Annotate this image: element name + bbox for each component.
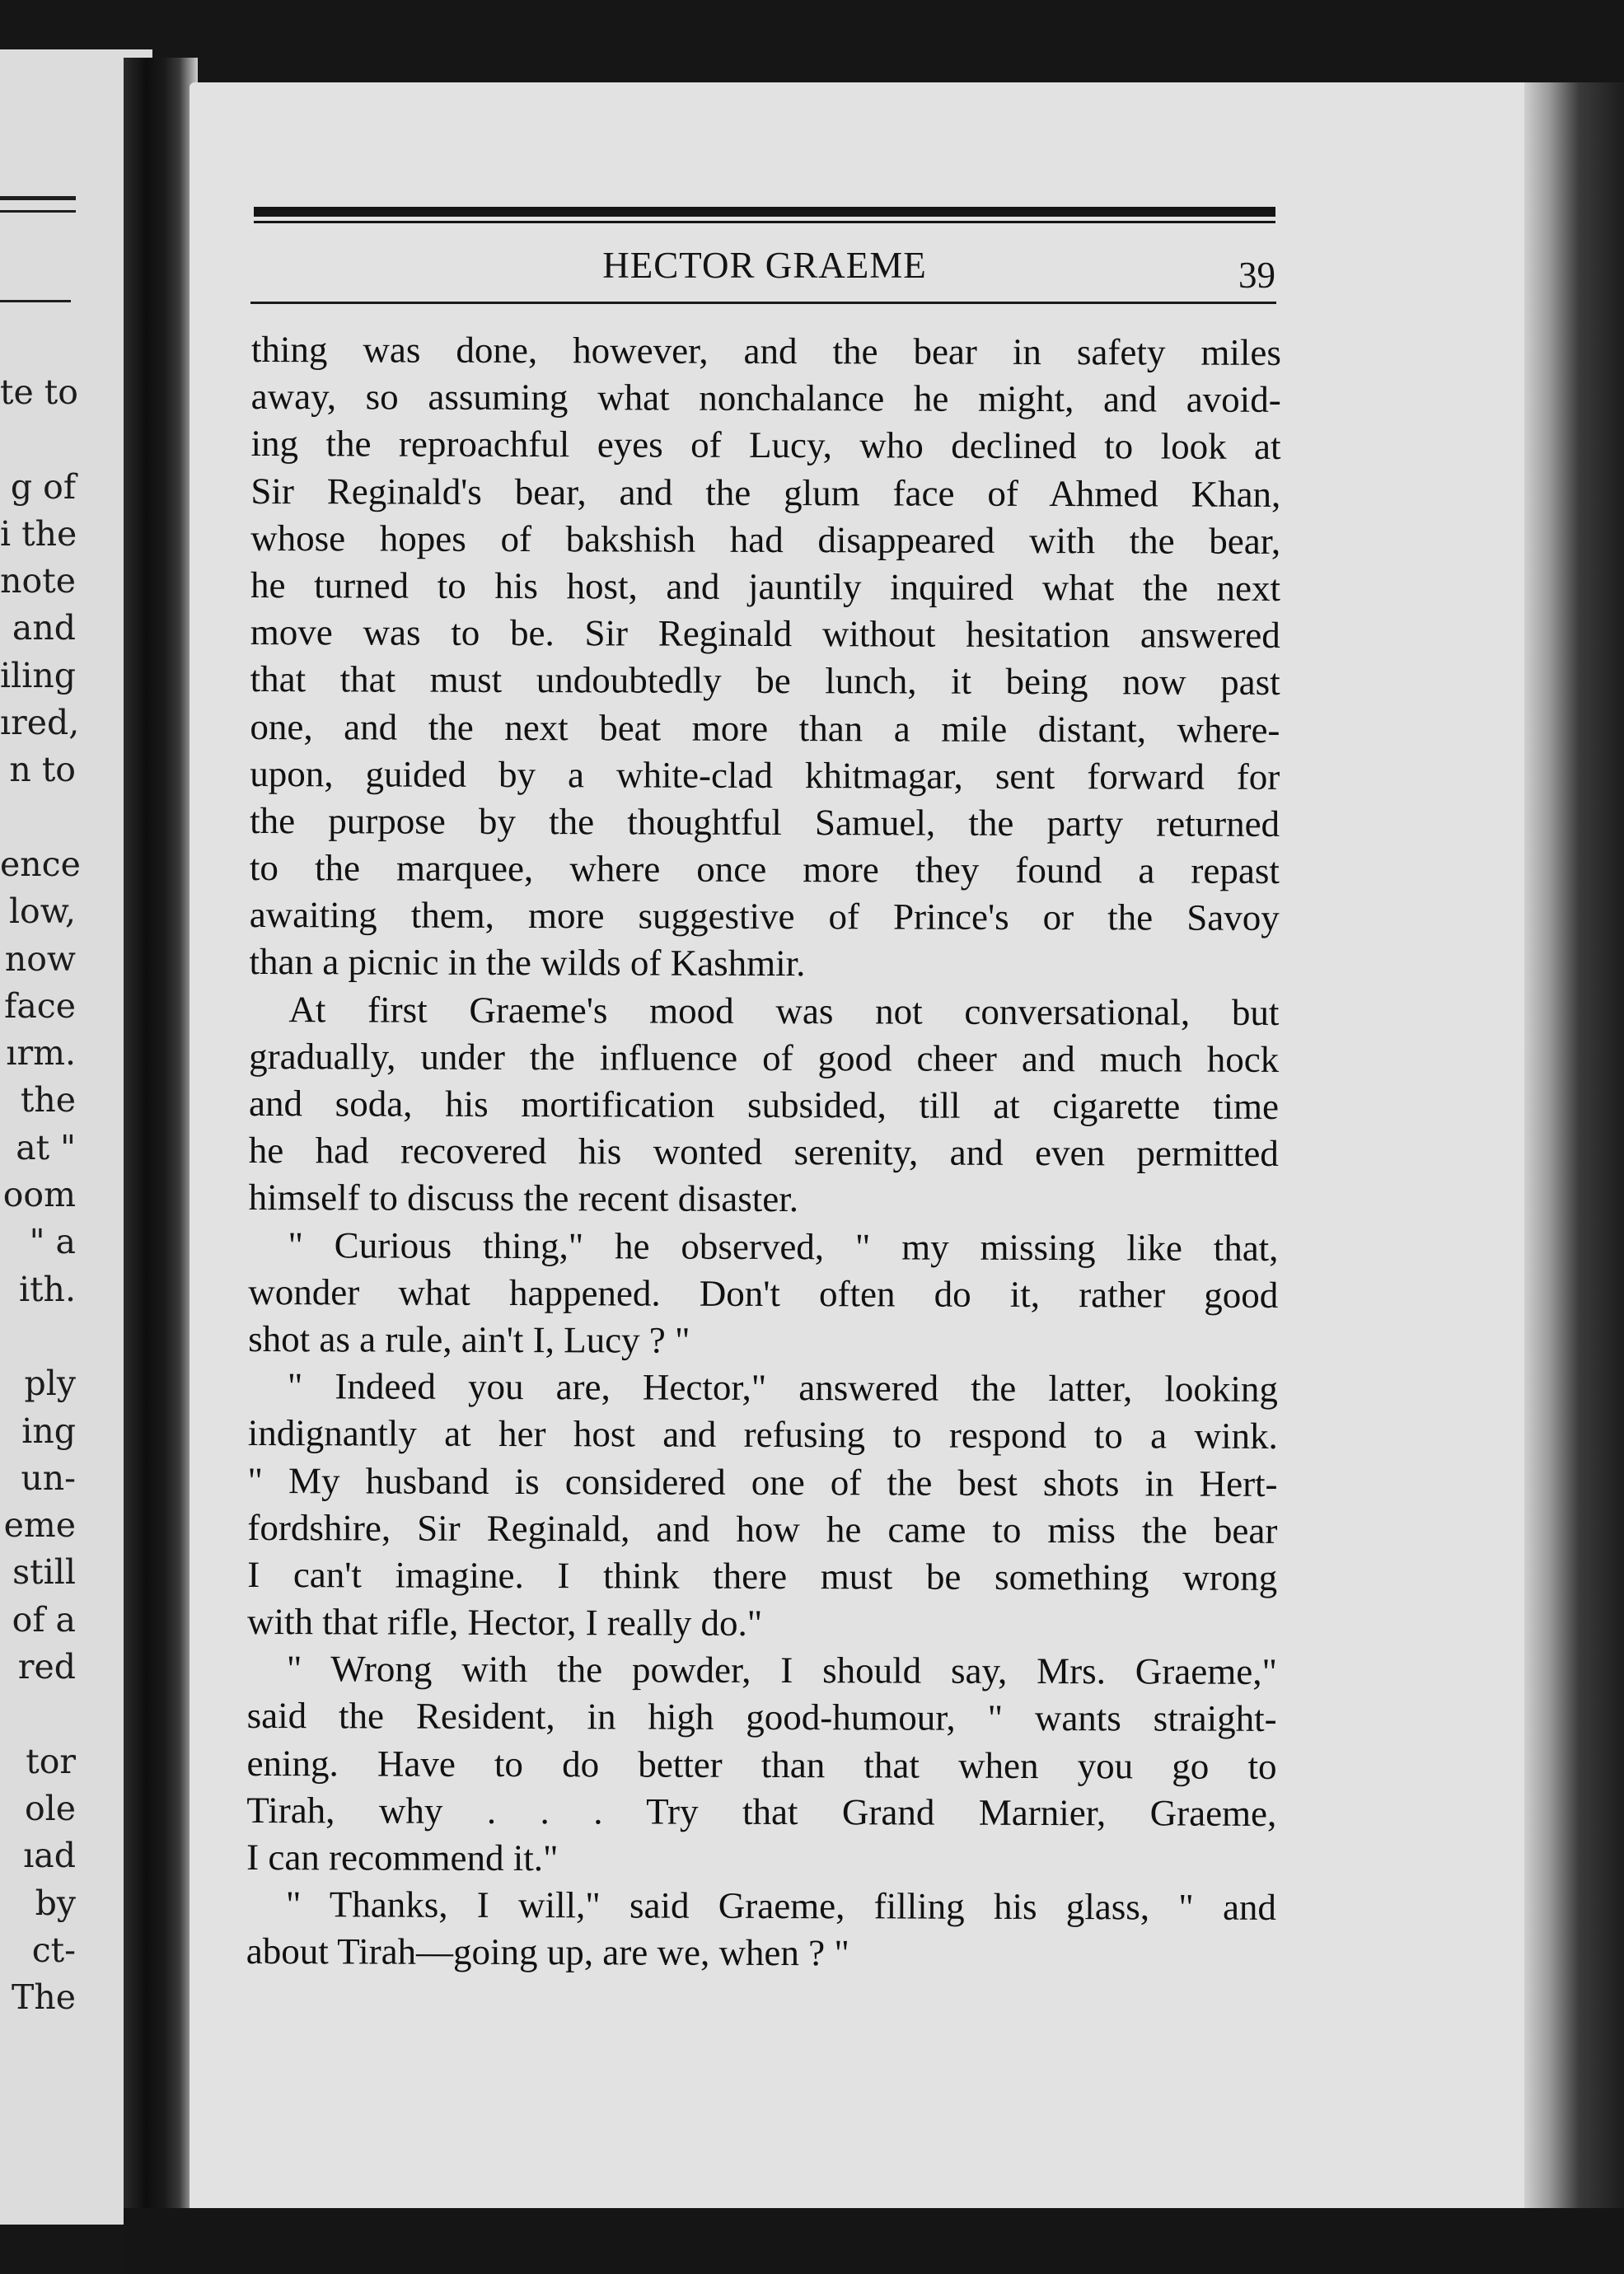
text-line: At first Graeme's mood was not conversational, but bbox=[288, 988, 1280, 1033]
book-gutter bbox=[124, 58, 198, 2216]
previous-page-line: ırm. bbox=[6, 1033, 76, 1074]
text-line: and soda, his mortification subsided, till at cigarette time bbox=[248, 1082, 1280, 1127]
previous-page-line: ing bbox=[21, 1411, 76, 1451]
previous-page-line bbox=[0, 416, 76, 463]
previous-page-text bbox=[0, 369, 81, 2021]
text-line: away, so assuming what nonchalance he might, and avoid- bbox=[250, 376, 1281, 421]
previous-page-line: now bbox=[4, 938, 76, 979]
left-page-rule bbox=[0, 210, 76, 213]
running-title: HECTOR GRAEME bbox=[602, 245, 927, 286]
text-line: Sir Reginald's bear, and the glum face of Ahmed Khan, bbox=[250, 470, 1281, 515]
previous-page-line: n to bbox=[9, 750, 76, 790]
text-line: ing the reproachful eyes of Lucy, who declined to look at bbox=[250, 423, 1281, 468]
running-head bbox=[254, 244, 1275, 296]
running-head-rule bbox=[250, 302, 1276, 304]
text-line: fordshire, Sir Reginald, and how he came to miss the bear bbox=[247, 1506, 1278, 1551]
text-line: upon, guided by a white-clad khitmagar, sent forward for bbox=[250, 752, 1280, 798]
text-line: I can't imagine. I think there must be something wrong bbox=[247, 1553, 1278, 1598]
text-line: said the Resident, in high good-humour, " wants straight- bbox=[246, 1695, 1277, 1740]
previous-page-line: note bbox=[0, 561, 76, 601]
previous-page-line: ole bbox=[24, 1788, 76, 1828]
previous-page-line: by bbox=[35, 1883, 76, 1923]
previous-page-line: ıred, bbox=[0, 703, 80, 743]
previous-page-line: " a bbox=[29, 1222, 76, 1262]
previous-page-line: iling bbox=[0, 655, 76, 695]
previous-page-line: un- bbox=[21, 1458, 76, 1498]
text-line: the purpose by the thoughtful Samuel, the party returned bbox=[250, 799, 1280, 845]
text-line: " Curious thing," he observed, " my missing like that, bbox=[288, 1224, 1279, 1269]
previous-page-line: of a bbox=[12, 1599, 76, 1640]
text-line: I can recommend it." bbox=[246, 1836, 559, 1879]
left-page-rule bbox=[0, 300, 71, 302]
text-line: thing was done, however, and the bear in safety miles bbox=[250, 329, 1281, 373]
body-text bbox=[246, 326, 1281, 1978]
previous-page-line: and bbox=[12, 608, 76, 648]
text-line: to the marquee, where once more they found a repast bbox=[249, 847, 1280, 891]
text-line: " My husband is considered one of the best shots in Hert- bbox=[247, 1459, 1278, 1504]
text-line: he had recovered his wonted serenity, and even permitted bbox=[248, 1130, 1279, 1175]
previous-page-line: red bbox=[17, 1647, 76, 1687]
text-line: indignantly at her host and refusing to respond to a wink. bbox=[247, 1412, 1278, 1458]
text-line: " Thanks, I will," said Graeme, filling his glass, " and bbox=[285, 1883, 1277, 1929]
previous-page-line: at " bbox=[16, 1127, 76, 1167]
text-line: wonder what happened. Don't often do it, rather good bbox=[248, 1270, 1279, 1316]
text-line: ening. Have to do better than that when you go to bbox=[246, 1742, 1277, 1787]
previous-page-line: ence bbox=[0, 844, 81, 884]
text-line: that that must undoubtedly be lunch, it being now past bbox=[250, 658, 1280, 704]
header-rule-thin bbox=[254, 221, 1275, 223]
text-line: with that rifle, Hector, I really do." bbox=[246, 1601, 763, 1645]
previous-page-line: ply bbox=[24, 1364, 76, 1404]
text-line: shot as a rule, ain't I, Lucy ? " bbox=[248, 1317, 690, 1361]
page-edge bbox=[1524, 82, 1624, 2225]
left-page-rule bbox=[0, 196, 76, 200]
previous-page-line bbox=[0, 1313, 76, 1360]
text-line: gradually, under the influence of good cheer and much hock bbox=[249, 1035, 1280, 1080]
text-line: " Wrong with the powder, I should say, Mrs. Graeme," bbox=[286, 1648, 1277, 1693]
previous-page-line: The bbox=[11, 1977, 76, 2018]
header-rule-thick bbox=[254, 207, 1275, 217]
text-line: " Indeed you are, Hector," answered the latter, looking bbox=[287, 1365, 1279, 1411]
previous-page-line: i the bbox=[0, 513, 77, 554]
text-line: he turned to his host, and jauntily inquired what the next bbox=[250, 564, 1281, 609]
previous-page-line: oom bbox=[2, 1175, 76, 1215]
text-line: than a picnic in the wilds of Kashmir. bbox=[249, 941, 806, 985]
text-line: about Tirah—going up, are we, when ? " bbox=[246, 1930, 849, 1974]
previous-page-line: ct- bbox=[31, 1930, 76, 1970]
previous-page-line: ith. bbox=[18, 1269, 76, 1309]
text-line: whose hopes of bakshish had disappeared with the bear, bbox=[250, 517, 1281, 562]
previous-page-line: ıad bbox=[23, 1836, 76, 1876]
page-number: 39 bbox=[1238, 255, 1275, 296]
text-line: move was to be. Sir Reginald without hesitation answered bbox=[250, 611, 1280, 657]
previous-page-line: still bbox=[12, 1552, 76, 1593]
previous-page-line: eme bbox=[3, 1505, 76, 1546]
text-line: one, and the next beat more than a mile distant, where- bbox=[250, 705, 1280, 751]
previous-page-line: tor bbox=[26, 1741, 76, 1781]
bottom-shadow bbox=[124, 2208, 1624, 2274]
previous-page-line bbox=[0, 1691, 76, 1738]
text-line: Tirah, why . . . Try that Grand Marnier, Graeme, bbox=[246, 1789, 1277, 1834]
previous-page-line: low, bbox=[8, 891, 76, 932]
previous-page-line: face bbox=[4, 985, 76, 1026]
previous-page-line: g of bbox=[10, 466, 76, 507]
previous-page-line bbox=[0, 794, 76, 841]
text-line: himself to discuss the recent disaster. bbox=[248, 1177, 799, 1220]
previous-page-line: te to bbox=[0, 372, 78, 412]
text-line: awaiting them, more suggestive of Prince's or the Savoy bbox=[249, 894, 1280, 939]
previous-page-line: the bbox=[20, 1080, 76, 1121]
